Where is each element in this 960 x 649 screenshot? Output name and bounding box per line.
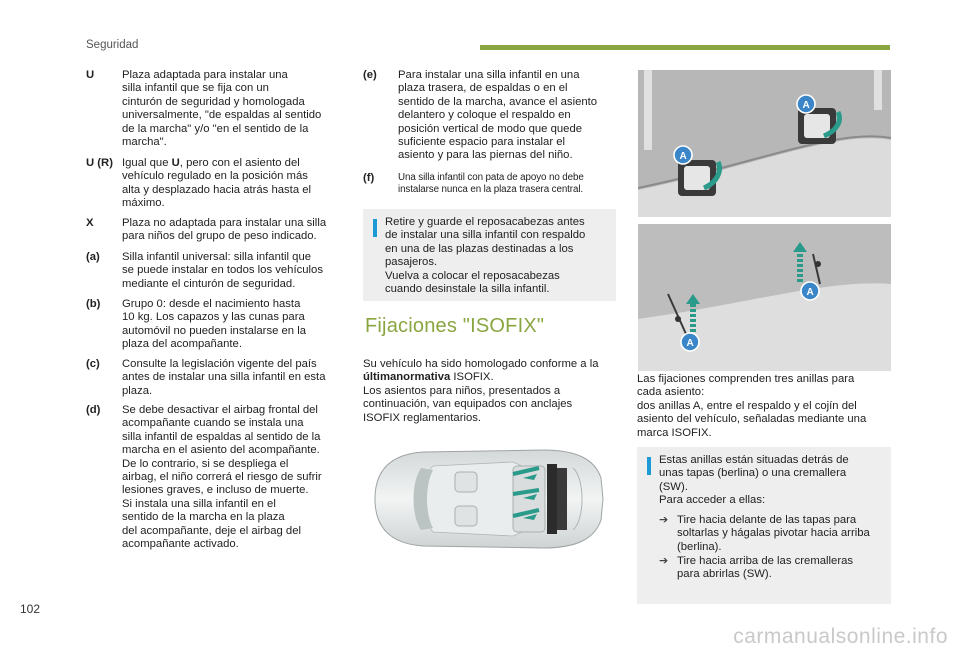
legend-text: Grupo 0: desde el nacimiento hasta 10 kg. Los capazos y las cunas para automóvil no pueden instalarse en la plaza del acompañante. xyxy=(122,298,307,351)
legend-text: Silla infantil universal: silla infantil que se puede instalar en todos los vehículos mediante el cinturón de seguridad. xyxy=(122,251,323,290)
legend-key: (f) xyxy=(363,172,375,184)
isofix-photo-sw xyxy=(638,224,891,371)
legend-text: Una silla infantil con pata de apoyo no debe instalarse nunca en la plaza trasera central. xyxy=(398,172,584,196)
rings-paragraph: Las fijaciones comprenden tres anillas para cada asiento: dos anillas A, entre el respaldo y el cojín del asiento del vehículo, señaladas mediante una marca ISOFIX. xyxy=(637,373,867,439)
legend-key: (e) xyxy=(363,69,377,81)
isofix-marker-a xyxy=(801,282,819,300)
seat-photo-icon xyxy=(638,224,891,371)
headrest-info-box xyxy=(363,209,616,301)
page-number: 102 xyxy=(20,602,41,616)
info-marker xyxy=(647,457,651,475)
isofix-marker-a xyxy=(681,333,699,351)
info-text: Retire y guarde el reposacabezas antes de instalar una silla infantil con respaldo en una de las plazas destinadas a los pasajeros. Vuelva a colocar el reposacabezas cuando desinstale la silla infantil. xyxy=(385,216,586,296)
isofix-photo-sedan xyxy=(638,70,891,217)
svg-text:A: A xyxy=(686,338,694,349)
legend-key: (b) xyxy=(86,298,101,310)
legend-key: X xyxy=(86,217,94,229)
isofix-marker-a xyxy=(674,146,692,164)
legend-key: U (R) xyxy=(86,157,113,169)
svg-text:A: A xyxy=(802,100,810,111)
legend-text: Para instalar una silla infantil en una plaza trasera, de espaldas o en el sentido de la marcha, avance el asiento delantero y coloque el respaldo en posición vertical de modo que quede suficiente espacio para instalar el asiento y para las piernas del niño. xyxy=(398,69,598,162)
isofix-paragraph: Su vehículo ha sido homologado conforme a la últimanormativa ISOFIX. Los asientos para niños, presentados a continuación, van equipados con anclajes ISOFIX reglamentarios. xyxy=(363,358,599,424)
header-bar xyxy=(480,45,890,50)
seat-photo-icon xyxy=(638,70,891,217)
isofix-marker-a xyxy=(797,95,815,113)
legend-text: Consulte la legislación vigente del país antes de instalar una silla infantil en esta plaza. xyxy=(122,358,326,397)
legend-text: Plaza adaptada para instalar una silla infantil que se fija con un cinturón de seguridad y homologada universalmente, "de espaldas al sentido de la marcha" y/o "en el sentido de la marcha". xyxy=(122,69,322,149)
isofix-heading: Fijaciones "ISOFIX" xyxy=(365,315,545,337)
car-topview-illustration xyxy=(363,438,616,560)
watermark: carmanualsonline.info xyxy=(733,624,948,648)
legend-key: (c) xyxy=(86,358,100,370)
legend-key: U xyxy=(86,69,95,81)
car-topview-icon xyxy=(363,438,616,560)
info-text: Estas anillas están situadas detrás de unas tapas (berlina) o una cremallera (SW). Para acceder a ellas: xyxy=(659,454,849,507)
info-marker xyxy=(373,219,377,237)
section-label: Seguridad xyxy=(86,39,139,51)
arrow-bullet-icon: ➔ xyxy=(659,555,669,567)
svg-text:A: A xyxy=(679,151,687,162)
rings-info-box: Estas anillas están situadas detrás de unas tapas (berlina) o una cremallera (SW). Para acceder a ellas: ➔ Tire hacia delante de las tapas para soltarlas y hágalas pivotar hacia arriba (berlina). ➔ Tire hacia arriba de las cremalleras para abrirlas (SW). xyxy=(637,447,891,604)
arrow-bullet-icon: ➔ xyxy=(659,514,669,526)
svg-text:A: A xyxy=(806,287,814,298)
legend-key: (d) xyxy=(86,404,101,416)
legend-key: (a) xyxy=(86,251,100,263)
legend-text: Plaza no adaptada para instalar una silla para niños del grupo de peso indicado. xyxy=(122,217,327,243)
legend-text: Igual que U, pero con el asiento del vehículo regulado en la posición más alta y desplazado hacia atrás hasta el máximo. xyxy=(122,157,312,210)
legend-text: Se debe desactivar el airbag frontal del acompañante cuando se instala una silla infantil de espaldas al sentido de la marcha en el asiento del acompañante. De lo contrario, si se despliega el airbag, el niño correrá el riesgo de sufrir lesiones graves, e incluso de muerte. Si instala una silla infantil en el sentido de la marcha en la plaza del acompañante, deje el airbag del acompañante activado. xyxy=(122,404,322,551)
